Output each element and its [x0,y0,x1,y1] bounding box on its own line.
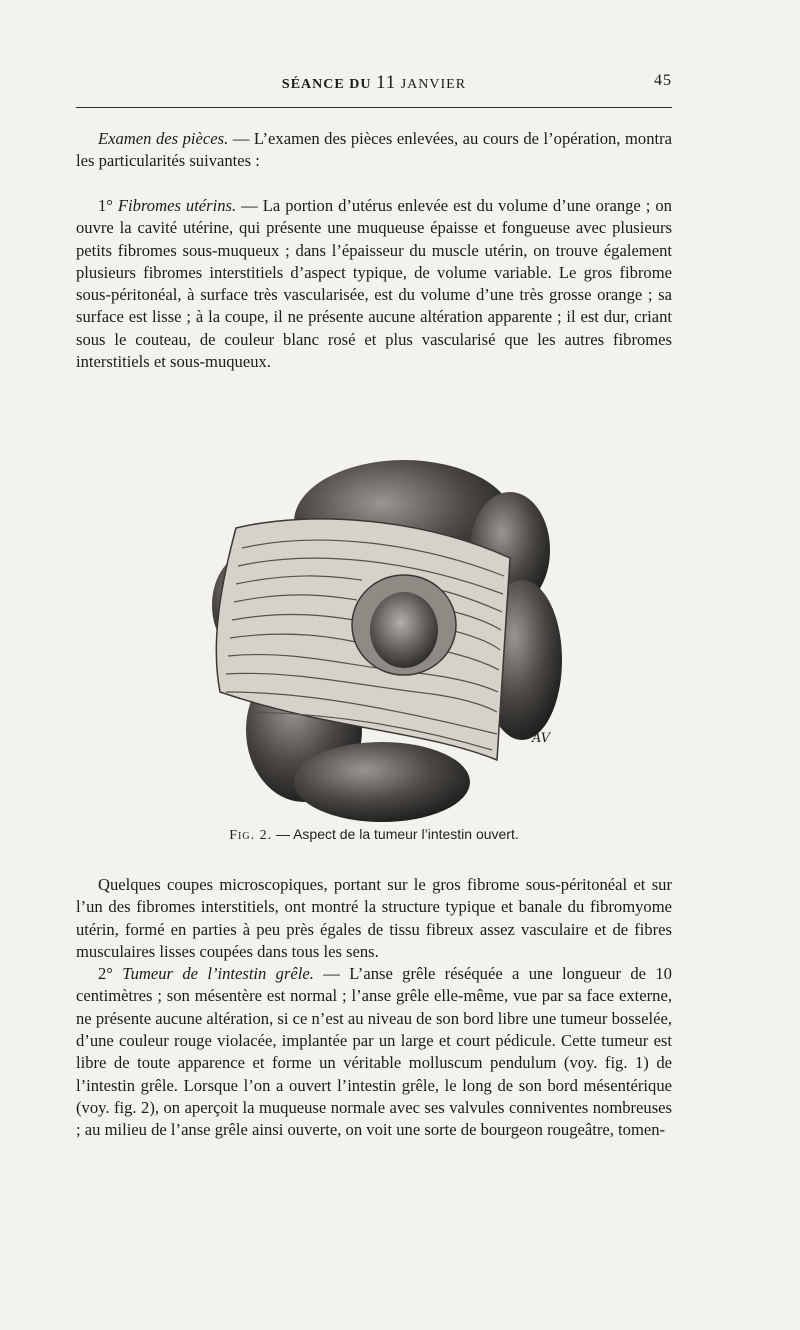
header-rule [76,107,672,108]
running-title-day: 11 [375,72,397,93]
figure-2-illustration [192,430,612,830]
fibromes-heading: Fibromes utérins. [117,196,237,215]
figure-caption-label: Fig. 2. [229,828,273,843]
microscopy-and-tumour-section [76,874,672,1142]
tumeur-paragraph [76,963,672,1141]
microscopy-paragraph: Quelques coupes microscopiques, portant sur le gros fibrome sous-péritonéal et sur l’un des fibromes interstitiels, ont montré la structure typique et banale du fibromyome utérin, formé en parties à peu près égales de tissu fibreux assez vasculaire et de fibres musculaires lisses coupées dans tous les sens. [76,875,672,961]
tumeur-number: 2° [98,964,123,984]
figure-caption-text: — Aspect de la tumeur l’intestin ouvert. [272,826,519,842]
fibromes-text: — La portion d’utérus enlevée est du volume d’une orange ; on ouvre la cavité utérine, qui présente une muqueuse épaisse et fongueuse avec plusieurs petits fibromes sous-muqueux ; dans l’épaisseur du muscle utérin, on trouve également plusieurs fibromes interstitiels d’aspect typique, de volume variable. Le gros fibrome sous-péritonéal, à surface très vascularisée, est du volume d’une très grosse orange ; sa surface est lisse ; à la coupe, il ne présente aucune altération apparente ; il est dur, criant sous le couteau, de couleur blanc rosé et plus vascularisé que les autres fibromes interstitiels et sous-muqueux. [76,196,672,372]
examen-text: — L’examen des pièces enlevées, au cours de l’opération, montra les particularités suivantes : [76,129,672,171]
examen-paragraph [76,128,672,173]
fibromes-number: 1° [98,196,118,215]
intestine-engraving [192,430,612,830]
figure-caption [76,826,672,844]
running-title-month: JANVIER [400,77,467,92]
tumour-bud [370,592,438,668]
page-number: 45 [654,72,672,89]
running-title-prefix: SÉANCE DU [281,77,372,92]
fibromes-paragraph [76,195,672,373]
examen-heading: Examen des pièces. [98,129,229,148]
engraver-signature: AV [532,731,551,746]
bottom-lobe [294,742,470,822]
tumeur-text: — L’anse grêle réséquée a une longueur de 10 centimètres ; son mésentère est normal ; l’anse grêle elle-même, vue par sa face externe, ne présente aucune altération, si ce n’est au niveau de son bord libre une tumeur bosselée, d’une couleur rouge violacée, implantée par un large et court pédicule. Cette tumeur est libre de toute apparence et forme un véritable molluscum pendulum (voy. fig. 1) de l’intestin grêle. Lorsque l’on a ouvert l’intestin grêle, le long de son bord mésentérique (voy. fig. 2), on aperçoit la muqueuse normale avec ses valvules conniventes nombreuses ; au milieu de l’anse grêle ainsi ouverte, on voit une sorte de bourgeon rougeâtre, tomen- [76,964,672,1140]
running-title [76,72,672,94]
tumeur-heading: Tumeur de l’intestin grêle. [122,964,314,984]
running-head [76,72,672,100]
